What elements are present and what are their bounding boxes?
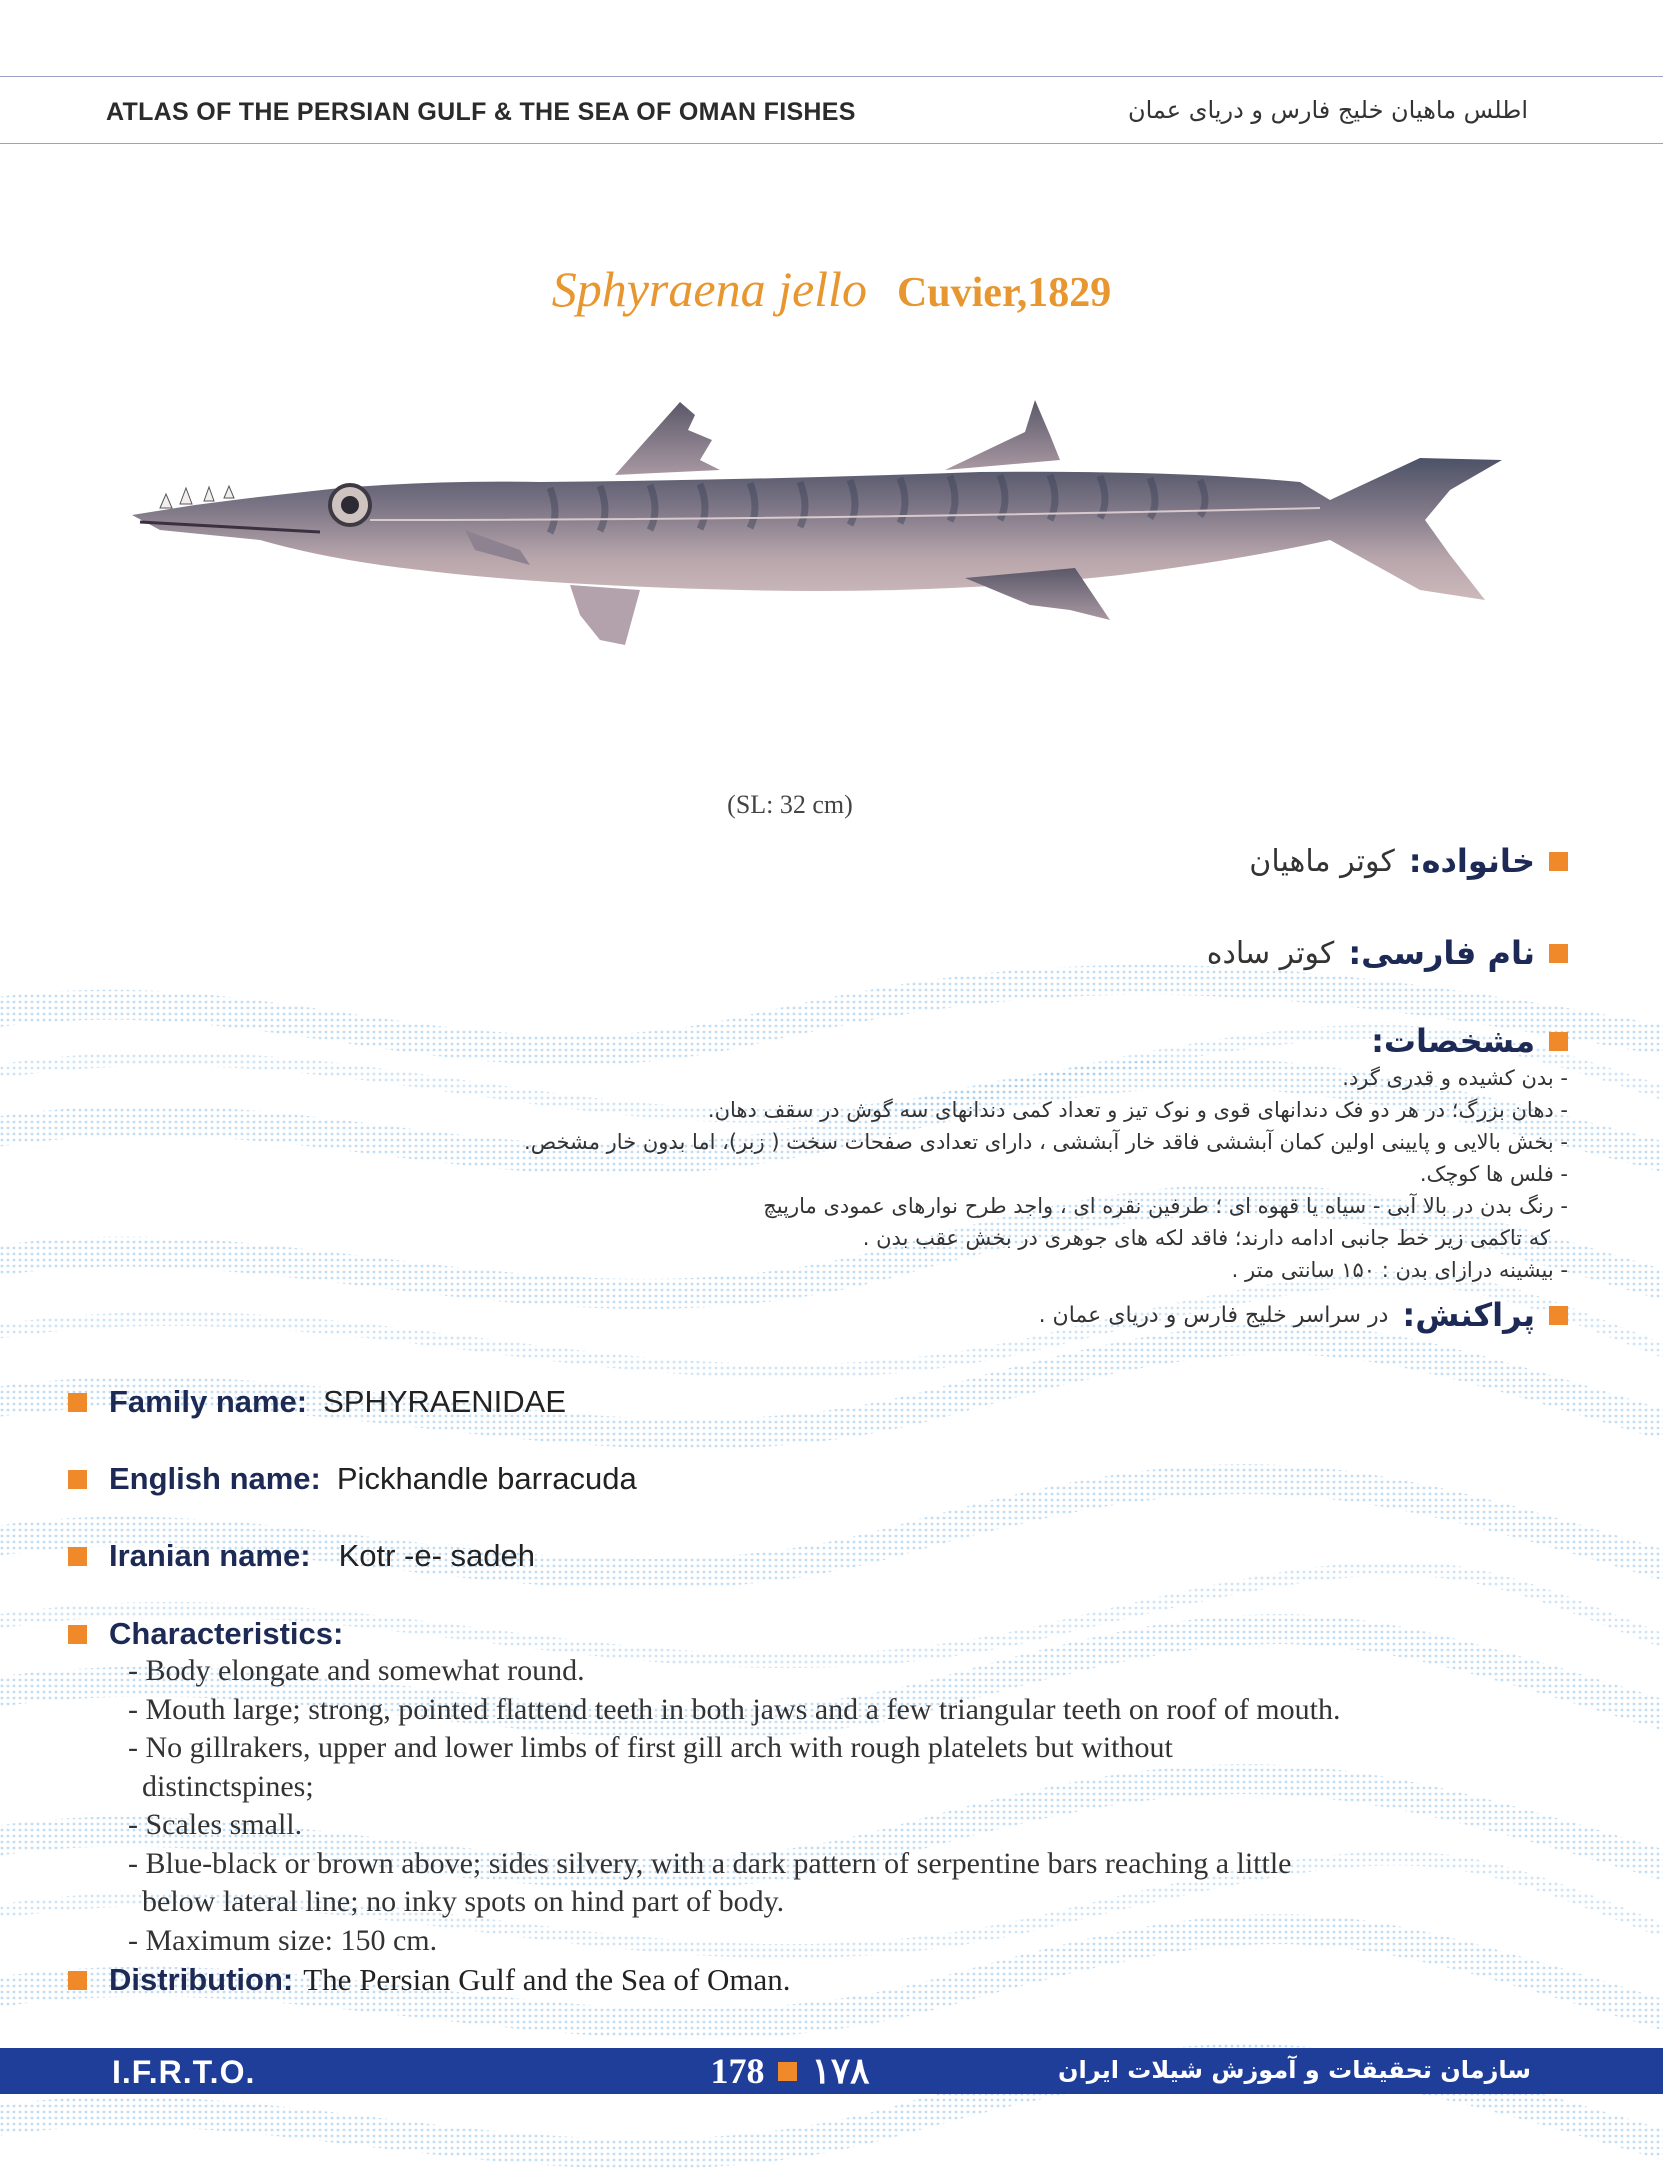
fa-name-value: کوتر ساده	[1206, 935, 1335, 971]
fa-characteristic-item: - بدن کشیده و قدری گرد.	[1342, 1066, 1568, 1090]
fa-characteristic-item: - فلس ها کوچک.	[1419, 1162, 1568, 1186]
fa-characteristic-item: - بخش بالایی و پایینی اولین کمان آبششی فاقد خار آبششی ، دارای تعدادی صفحات سخت ( زبر)، اما بدون خار مشخص.	[524, 1130, 1568, 1154]
fa-distribution-row	[1039, 1296, 1568, 1334]
en-characteristic-item: below lateral line; no inky spots on hind part of body.	[142, 1885, 785, 1918]
en-english-value: Pickhandle barracuda	[336, 1461, 637, 1496]
header-bottom-rule	[0, 143, 1663, 144]
bullet-square	[1549, 1032, 1568, 1051]
bullet-square	[68, 1393, 87, 1412]
fa-characteristics-list	[524, 1062, 1568, 1286]
en-distribution-row	[68, 1962, 791, 1998]
en-characteristics-row	[68, 1616, 359, 1652]
en-english-row	[68, 1461, 637, 1497]
en-family-value: SPHYRAENIDAE	[323, 1384, 567, 1419]
header-title-fa: اطلس ماهیان خلیج فارس و دریای عمان	[1127, 96, 1528, 124]
en-characteristic-item: - Mouth large; strong, pointed flattend teeth in both jaws and a few triangular teeth on roof of mouth.	[128, 1692, 1341, 1726]
header-title-en: ATLAS OF THE PERSIAN GULF & THE SEA OF OMAN FISHES	[106, 98, 856, 126]
fa-family-value: کوتر ماهیان	[1249, 843, 1395, 879]
bullet-square	[1549, 944, 1568, 963]
fa-characteristics-row	[1371, 1022, 1568, 1060]
specimen-length: (SL: 32 cm)	[727, 790, 853, 819]
en-distribution-value: The Persian Gulf and the Sea of Oman.	[303, 1962, 791, 1997]
en-characteristic-item: - Body elongate and somewhat round.	[128, 1654, 585, 1687]
bullet-square	[68, 1971, 87, 1990]
en-iranian-value: Kotr -e- sadeh	[338, 1538, 535, 1573]
bullet-square	[68, 1625, 87, 1644]
bullet-square	[1549, 852, 1568, 871]
page-number-fa: ۱۷۸	[811, 2051, 870, 2091]
en-family-row	[68, 1384, 566, 1420]
scientific-name: Sphyraena jello	[551, 261, 867, 317]
fa-characteristic-item: - دهان بزرگ؛ در هر دو فک دندانهای قوی و نوک تیز و تعداد کمی دندانهای سه گوش در سقف دهان.	[707, 1098, 1568, 1122]
en-characteristic-item: distinctspines;	[142, 1769, 314, 1803]
fa-characteristic-item: - بیشینه درازای بدن : ۱۵۰ سانتی متر .	[1231, 1258, 1568, 1282]
fa-family-row	[1249, 842, 1568, 880]
bullet-square	[778, 2062, 797, 2081]
en-characteristics-list	[128, 1652, 1340, 1960]
en-characteristics-label: Characteristics:	[109, 1616, 344, 1651]
fa-distribution-value: در سراسر خلیج فارس و دریای عمان .	[1038, 1302, 1389, 1328]
species-author: Cuvier,1829	[896, 270, 1112, 316]
fa-characteristics-label: مشخصات:	[1371, 1022, 1535, 1060]
en-iranian-label: Iranian name:	[109, 1538, 311, 1573]
page-number-en: 178	[710, 2051, 765, 2091]
footer-org-name: سازمان تحقیقات و آموزش شیلات ایران	[1058, 2056, 1531, 2084]
footer-org-abbrev: I.F.R.T.O.	[112, 2054, 256, 2090]
en-distribution-label: Distribution:	[109, 1962, 294, 1997]
fa-name-label: نام فارسی:	[1348, 934, 1535, 972]
fa-characteristic-item: - رنگ بدن در بالا آبی - سیاه یا قهوه ای ؛ طرفین نقره ای ، واجد طرح نوارهای عمودی مارپیچ	[763, 1194, 1568, 1218]
fa-characteristic-item: که تاکمی زیر خط جانبی ادامه دارند؛ فاقد لکه های جوهری در بخش عقب بدن .	[862, 1226, 1550, 1250]
fa-family-label: خانواده:	[1408, 842, 1535, 880]
bullet-square	[68, 1470, 87, 1489]
header-top-rule	[0, 76, 1663, 77]
en-characteristic-item: - Maximum size: 150 cm.	[128, 1923, 438, 1957]
fa-name-row	[1207, 934, 1568, 972]
en-characteristic-item: - Scales small.	[128, 1808, 303, 1841]
en-characteristic-item: - No gillrakers, upper and lower limbs of first gill arch with rough platelets but without	[128, 1731, 1173, 1764]
fa-distribution-label: پراکنش:	[1402, 1296, 1535, 1334]
bullet-square	[68, 1547, 87, 1566]
en-english-label: English name:	[109, 1461, 321, 1496]
barracuda-illustration	[120, 380, 1540, 720]
species-title	[0, 260, 1663, 318]
bullet-square	[1549, 1306, 1568, 1325]
en-family-label: Family name:	[109, 1384, 308, 1419]
en-iranian-row	[68, 1538, 535, 1574]
en-characteristic-item: - Blue-black or brown above; sides silvery, with a dark pattern of serpentine bars reaching a little	[128, 1846, 1292, 1880]
